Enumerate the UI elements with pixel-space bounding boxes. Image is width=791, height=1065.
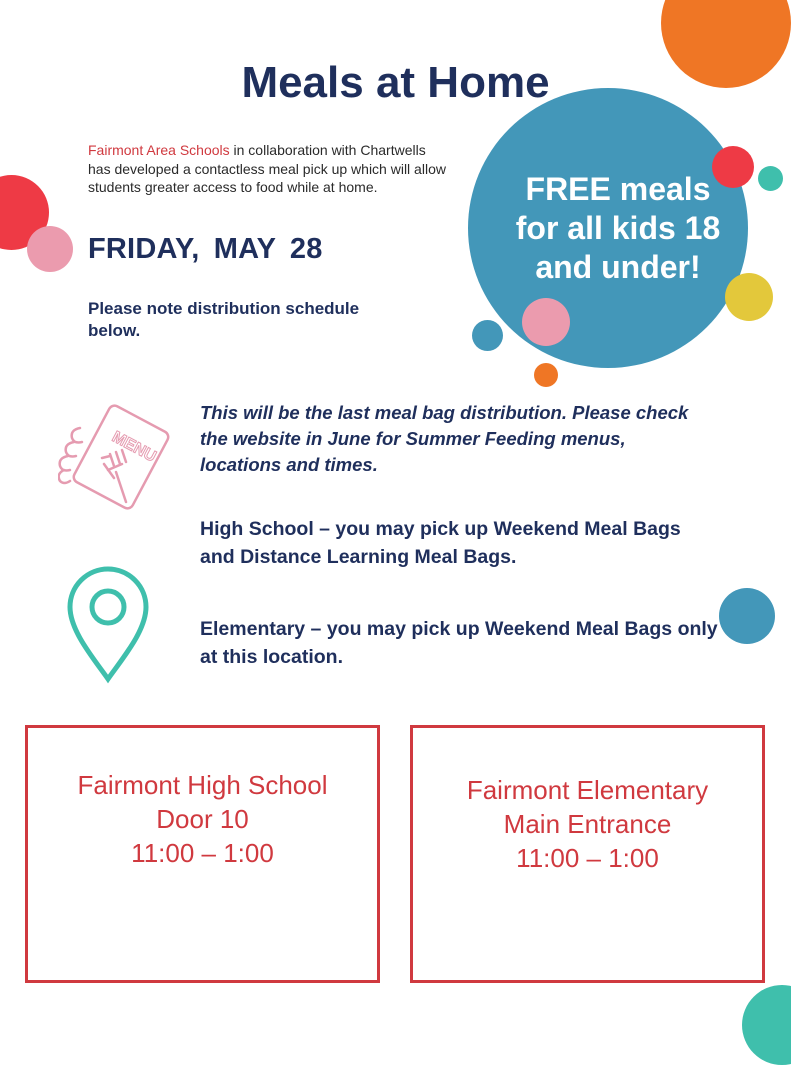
blue-decor-circle-right xyxy=(719,588,775,644)
location-detail: Main Entrance xyxy=(503,809,672,839)
location-time: 11:00 – 1:00 xyxy=(516,843,659,873)
school-district-name: Fairmont Area Schools xyxy=(88,142,230,158)
high-school-note: High School – you may pick up Weekend Meal Bags and Distance Learning Meal Bags. xyxy=(200,518,681,568)
free-meals-badge-text xyxy=(468,170,768,287)
last-distribution-notice: This will be the last meal bag distribution. Please check the website in June for Summer Feeding menus, locations and times. xyxy=(200,402,689,475)
intro-text xyxy=(88,141,448,197)
blue-decor-circle-small xyxy=(472,320,503,351)
badge-line-1: FREE meals xyxy=(525,171,711,207)
menu-notebook-icon xyxy=(58,400,170,515)
schedule-note: Please note distribution schedule below. xyxy=(88,299,360,340)
yellow-decor-circle xyxy=(725,273,773,321)
location-time: 11:00 – 1:00 xyxy=(131,838,274,868)
menu-icon-label: MENU xyxy=(109,428,159,466)
page-title: Meals at Home xyxy=(241,58,550,107)
teal-decor-circle-corner xyxy=(742,985,791,1065)
badge-line-3: and under! xyxy=(535,249,701,285)
location-card-elementary xyxy=(410,725,765,983)
location-card-high-school xyxy=(25,725,380,983)
badge-line-2: for all kids 18 xyxy=(515,210,721,246)
location-name: Fairmont High School xyxy=(77,770,328,800)
distribution-date: FRIDAY, MAY 28 xyxy=(88,233,323,265)
red-decor-circle-right xyxy=(712,146,754,188)
pink-decor-circle-left xyxy=(27,226,73,272)
orange-decor-circle-small xyxy=(534,363,558,387)
location-pin-icon xyxy=(64,565,152,687)
location-detail: Door 10 xyxy=(156,804,249,834)
elementary-note: Elementary – you may pick up Weekend Meal Bags only at this location. xyxy=(200,618,718,668)
location-name: Fairmont Elementary xyxy=(466,775,709,805)
pink-decor-circle-right xyxy=(522,298,570,346)
intro-body: in collaboration with Chartwells has developed a contactless meal pick up which will allow students greater access to food while at home. xyxy=(88,142,446,195)
